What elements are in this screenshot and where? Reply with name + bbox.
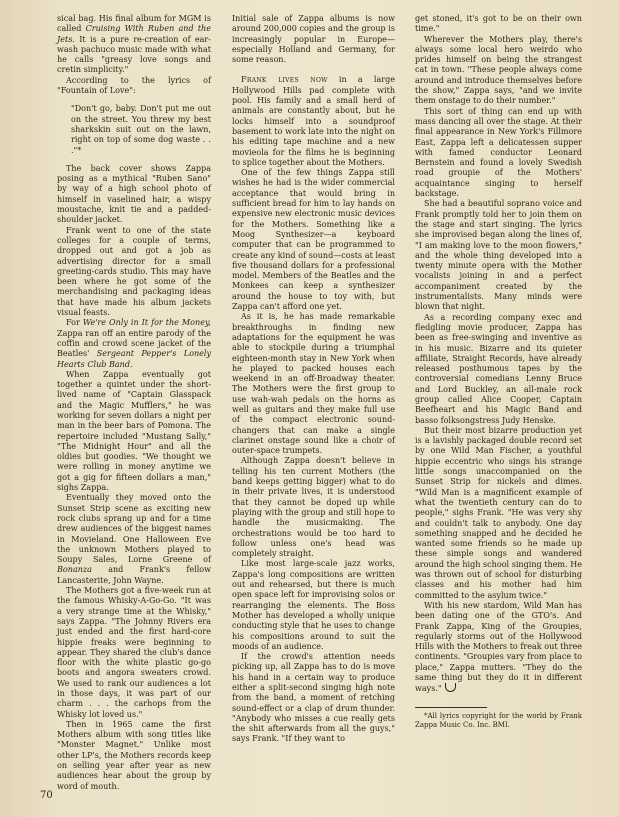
album-title: We're Only in It for the Money, xyxy=(82,318,211,328)
paragraph xyxy=(232,75,395,168)
text-run: Eventually they moved onto the Sunset Strip scene as exciting new rock clubs sprang up and for a time drew audiences of the biggest names in Movieland. One Halloween Eve the unknown Mothers played to Soupy Sales, Lorne Greene of xyxy=(57,493,211,565)
column-1 xyxy=(57,14,211,792)
text-run: in a large Hollywood Hills pad complete with pool. His family and a small herd of animals are constantly about, but he locks himself into a soundproof basement to work late into the night on his editing tape machine and a new movieola for the films he is beginning to splice together about the Mothers. xyxy=(232,75,396,167)
paragraph: get stoned, it's got to be on their own time." xyxy=(415,14,582,34)
paragraph xyxy=(57,14,211,76)
text-run: Zappa ran off an entire parody of the coffin and crowd scene jacket of the Beatles' xyxy=(57,328,211,359)
paragraph: If the crowd's attention needs picking up, all Zappa has to do is move his hand in a certain way to produce either a split-second singing high note from the band, a moment of retching sound-effect or a clap of drum thunder. "Anybody who misses a cue really gets the shit afterwards from all the guys," says Frank. "If they want to xyxy=(232,652,395,744)
column-2 xyxy=(232,14,395,745)
show-title: Bonanza xyxy=(57,565,92,575)
footnote-divider xyxy=(415,707,487,708)
end-mark-icon xyxy=(445,683,456,692)
paragraph: The back cover shows Zappa posing as a mythical "Ruben Sano" by way of a high school photo of himself in vaselined hair, a wispy moustache, knit tie and a padded-shoulder jacket. xyxy=(57,163,211,225)
album-title: Cruising With Ruben and the Jets. xyxy=(57,24,211,44)
paragraph: Frank went to one of the state colleges for a couple of terms, dropped out and got a job as advertising director for a small greeting-cards studio. This may have been where he got some of the merchandising and packaging ideas that have made his album jackets visual feasts. xyxy=(57,225,211,318)
page-number: 70 xyxy=(40,790,53,801)
paragraph: This sort of thing can end up with mass dancing all over the stage. At their final appearance in New York's Fillmore East, Zappa left a delicatessen supper with famed conductor Leonard Bernstein and found a lovely Swedish road groupie of the Mothers' acquaintance singing to herself backstage. xyxy=(415,106,582,199)
quote-text: "Don't go, baby. Don't put me out on the street. You threw my best sharkskin suit out on the lawn, right on top of some dog waste . . ."* xyxy=(71,104,211,155)
text-run: and Frank's fellow Lancasterite, John Wayne. xyxy=(57,565,211,585)
column-3 xyxy=(415,14,582,730)
paragraph: Then in 1965 came the first Mothers album with song titles like "Monster Magnet." Unlike most other LP's, the Mothers records keep on selling year after year as new audiences hear about the group by word of mouth. xyxy=(57,719,211,791)
paragraph: But their most bizarre production yet is a lavishly packaged double record set by one Wild Man Fischer, a youthful hippie eccentric who sings his strange little songs unaccompanied on the Sunset Strip for nickels and dimes. "Wild Man is a magnificent example of what the twentieth century can do to people," sighs Frank. "He was very shy and couldn't talk to anybody. One day something snapped and he decided he wanted some friends so he made up these simple songs and wandered around the high school singing them. He was thrown out of school for disturbing classes and his mother had him committed to the asylum twice." xyxy=(415,425,582,600)
paragraph: The Mothers got a five-week run at the famous Whisky-A-Go-Go. "It was a very strange time at the Whisky," says Zappa. "The Johnny Rivers era just ended and the first hard-core hippie freaks were beginning to appear. They shared the club's dance floor with the white plastic go-go boots and angora sweaters crowd. We used to rank our audiences a lot in those days, it was part of our charm . . . the carhops from the Whisky lot loved us." xyxy=(57,586,211,719)
text-run: It is a pure re-creation of ear-wash pachuco music made with what he calls "greasy love songs and cretin simplicity." xyxy=(57,34,211,75)
text-run: For xyxy=(66,318,80,328)
paragraph: One of the few things Zappa still wishes he had is the wider commercial acceptance that would bring in sufficient bread for him to lay hands on expensive new electronic music devices for the Mothers. Something like a Moog Synthesizer—a keyboard computer that can be programmed to create any kind of sound—costs at least five thousand dollars for a professional model. Members of the Beatles and the Monkees can keep a synthesizer around the house to toy with, but Zappa can't afford one yet. xyxy=(232,168,395,312)
paragraph: Like most large-scale jazz works, Zappa's long compositions are written out and rehearsed, but there is much open space left for improvising solos or rearranging the elements. The Boss Mother has developed a wholly unique conducting style that he uses to change his compositions around to suit the moods of an audience. xyxy=(232,559,395,651)
paragraph xyxy=(415,601,582,695)
paragraph: Initial sale of Zappa albums is now around 200,000 copies and the group is increasingly popular in Europe—especially Holland and Germany, for some reason. xyxy=(232,14,395,65)
paragraph: When Zappa eventually got together a quintet under the short-lived name of "Captain Glasspack and the Magic Mufflers," he was working for seven dollars a night per man in the beer bars of Pomona. The repertoire included "Mustang Sally," "The Midnight Hour" and all the oldies but goodies. "We thought we were rolling in money anytime we got a gig for fifteen dollars a man," sighs Zappa. xyxy=(57,369,211,493)
paragraph xyxy=(57,493,211,586)
section-lead-in: Frank lives now xyxy=(241,75,328,85)
paragraph xyxy=(57,318,211,369)
paragraph: As it is, he has made remarkable breakthroughs in finding new adaptations for the equipment he was able to stockpile during a triumphal eighteen-month stay in New York when he played to packed houses each weekend in an off-Broadway theater. The Mothers were the first group to use wah-wah pedals on the horns as well as guitars and they make full use of the compact electronic sound-changers that can make a single clarinet onstage sound like a choir of outer-space trumpets. xyxy=(232,312,395,456)
text-run: sical bag. His final album for MGM is called xyxy=(57,14,211,34)
paragraph: According to the lyrics of "Fountain of Love": xyxy=(57,75,211,96)
paragraph: Wherever the Mothers play, there's always some local hero weirdo who prides himself on being the strangest cat in town. "These people always come around and introduce themselves before the show," Zappa says, "and we invite them onstage to do their number." xyxy=(415,34,582,106)
paragraph: Although Zappa doesn't believe in telling his ten current Mothers (the band keeps getting bigger) what to do in their private lives, it is understood that they cannot be doped up while playing with the group and still hope to handle the musicmaking. The orchestrations would be too hard to follow unless one's head was completely straight. xyxy=(232,456,395,559)
album-title: Sergeant Pepper's Lonely Hearts Club Band. xyxy=(57,349,212,369)
text-run: With his new stardom, Wild Man has been dating one of the GTO's. And Frank Zappa, King of the Groupies, regularly storms out of the Hollywood Hills with the Mothers to freak out three continents. "Groupies vary from place to place," Zappa mutters. "They do the same thing but they do it in different ways." xyxy=(415,600,582,694)
paragraph: She had a beautiful soprano voice and Frank promptly told her to join them on the stage and start singing. The lyrics she improvised began along the lines of, "I am making love to the moon flowers," and the whole thing developed into a twenty minute opera with the Mother vocalists joining in and a perfect accompaniment created by the instrumentalists. Many minds were blown that night. xyxy=(415,199,582,312)
footnote: *All lyrics copyright for the world by Frank Zappa Music Co. Inc. BMI. xyxy=(415,711,582,729)
lyrics-quote xyxy=(71,104,211,155)
paragraph: As a recording company exec and fledgling movie producer, Zappa has been as free-swinging and inventive as in his music. Bizarre and its quieter affiliate, Straight Records, have already released posthumous tapes by the controversial comedians Lenny Bruce and Lord Buckley, an all-male rock group called Alice Cooper, Captain Beefheart and his Magic Band and basso folksongstress Judy Henske. xyxy=(415,312,582,425)
